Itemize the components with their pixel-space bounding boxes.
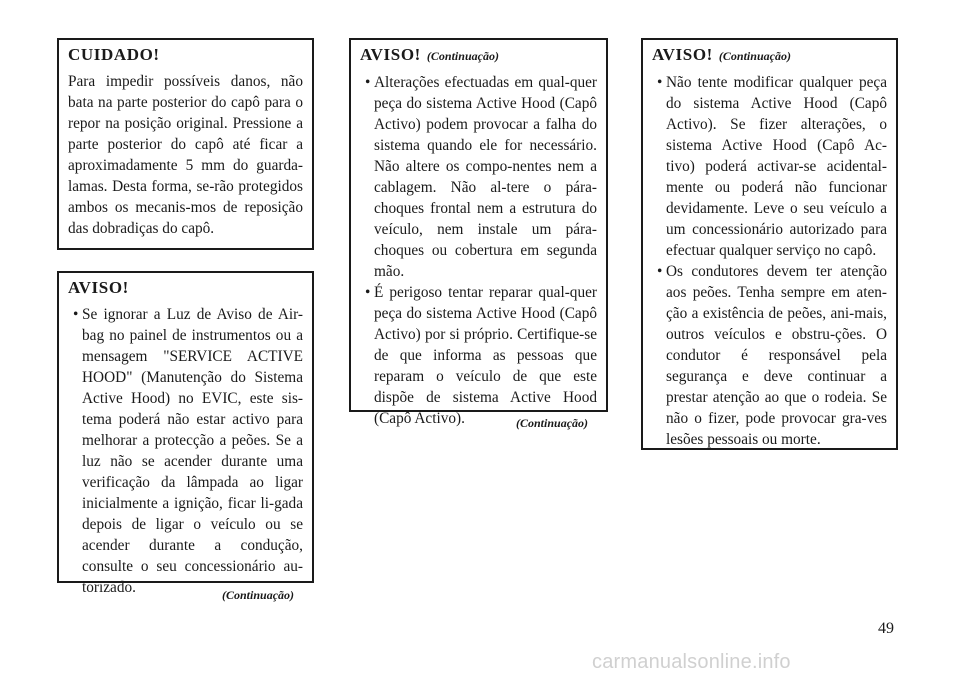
- warning-continued-3: (Continuação): [718, 49, 791, 63]
- warning-item: • Alterações efectuadas em qual-quer peça do sistema Active Hood (Capô Activo) podem provocar a falha do sistema quando ele for necessário. Não altere os compo-nentes nem a cablagem. Não al-tere o pára-choques frontal nem a estrutura do veículo, nem instale um pára-choques ou cobertura em segunda mão.: [360, 72, 597, 282]
- warning-list-2: [360, 72, 597, 429]
- warning-heading-3: AVISO!: [652, 45, 713, 64]
- warning-item: • Não tente modificar qualquer peça do sistema Active Hood (Capô Activo). Se fizer alterações, o sistema Active Hood (Capô Ac-tivo) poderá activar-se acidental-mente ou poderá não funcionar devidamente. Leve o seu veículo a um concessionário autorizado para efectuar qualquer serviço no capô.: [652, 72, 887, 261]
- site-watermark: carmanualsonline.info: [592, 651, 791, 673]
- caution-box: [57, 38, 314, 250]
- page-number: 49: [878, 620, 894, 637]
- warning-item: • Se ignorar a Luz de Aviso de Air-bag no painel de instrumentos ou a mensagem "SERVICE ACTIVE HOOD" (Manutenção do Sistema Active Hood) no EVIC, este sis-tema poderá não estar activo para melhorar a protecção a peões. Se a luz não se acender durante uma verificação da lâmpada ao ligar inicialmente a ignição, ficar li-gada depois de ligar o veículo ou se acender durante a condução, consulte o seu concessionário au-torizado.: [68, 304, 303, 598]
- caution-text: Para impedir possíveis danos, não bata na parte posterior do capô para o repor na posição original. Pressione a parte posterior do capô até ficar a aproximadamente 5 mm do guarda-lamas. Desta forma, se-rão protegidos ambos os mecanis-mos de reposição das dobradiças do capô.: [68, 73, 303, 237]
- warning-list-3: [652, 72, 887, 450]
- warning-list-1: [68, 304, 303, 598]
- warning-item: • Os condutores devem ter atenção aos peões. Tenha sempre em aten-ção a existência de peões, ani-mais, outros veículos e obstru-ções. O condutor é responsável pela segurança e deve continuar a prestar atenção ao que o rodeia. Se não o fizer, pode provocar gra-ves lesões pessoais ou morte.: [652, 261, 887, 450]
- warning-continued-2: (Continuação): [426, 49, 499, 63]
- warning-heading-2: AVISO!: [360, 45, 421, 64]
- continuation-note-1: (Continuação): [222, 588, 295, 602]
- warning-title-1: AVISO!: [68, 278, 129, 297]
- warning-title-3: [652, 44, 887, 67]
- warning-box-3: [641, 38, 898, 450]
- continuation-note-2: (Continuação): [516, 416, 589, 430]
- warning-item: • É perigoso tentar reparar qual-quer peça do sistema Active Hood (Capô Activo) por si próprio. Certifique-se de que informa as pessoas que reparam o veículo de que este dispõe de sistema Active Hood (Capô Activo).: [360, 282, 597, 429]
- warning-box-2: [349, 38, 608, 427]
- warning-title-2: [360, 44, 597, 67]
- caution-title: CUIDADO!: [68, 45, 160, 64]
